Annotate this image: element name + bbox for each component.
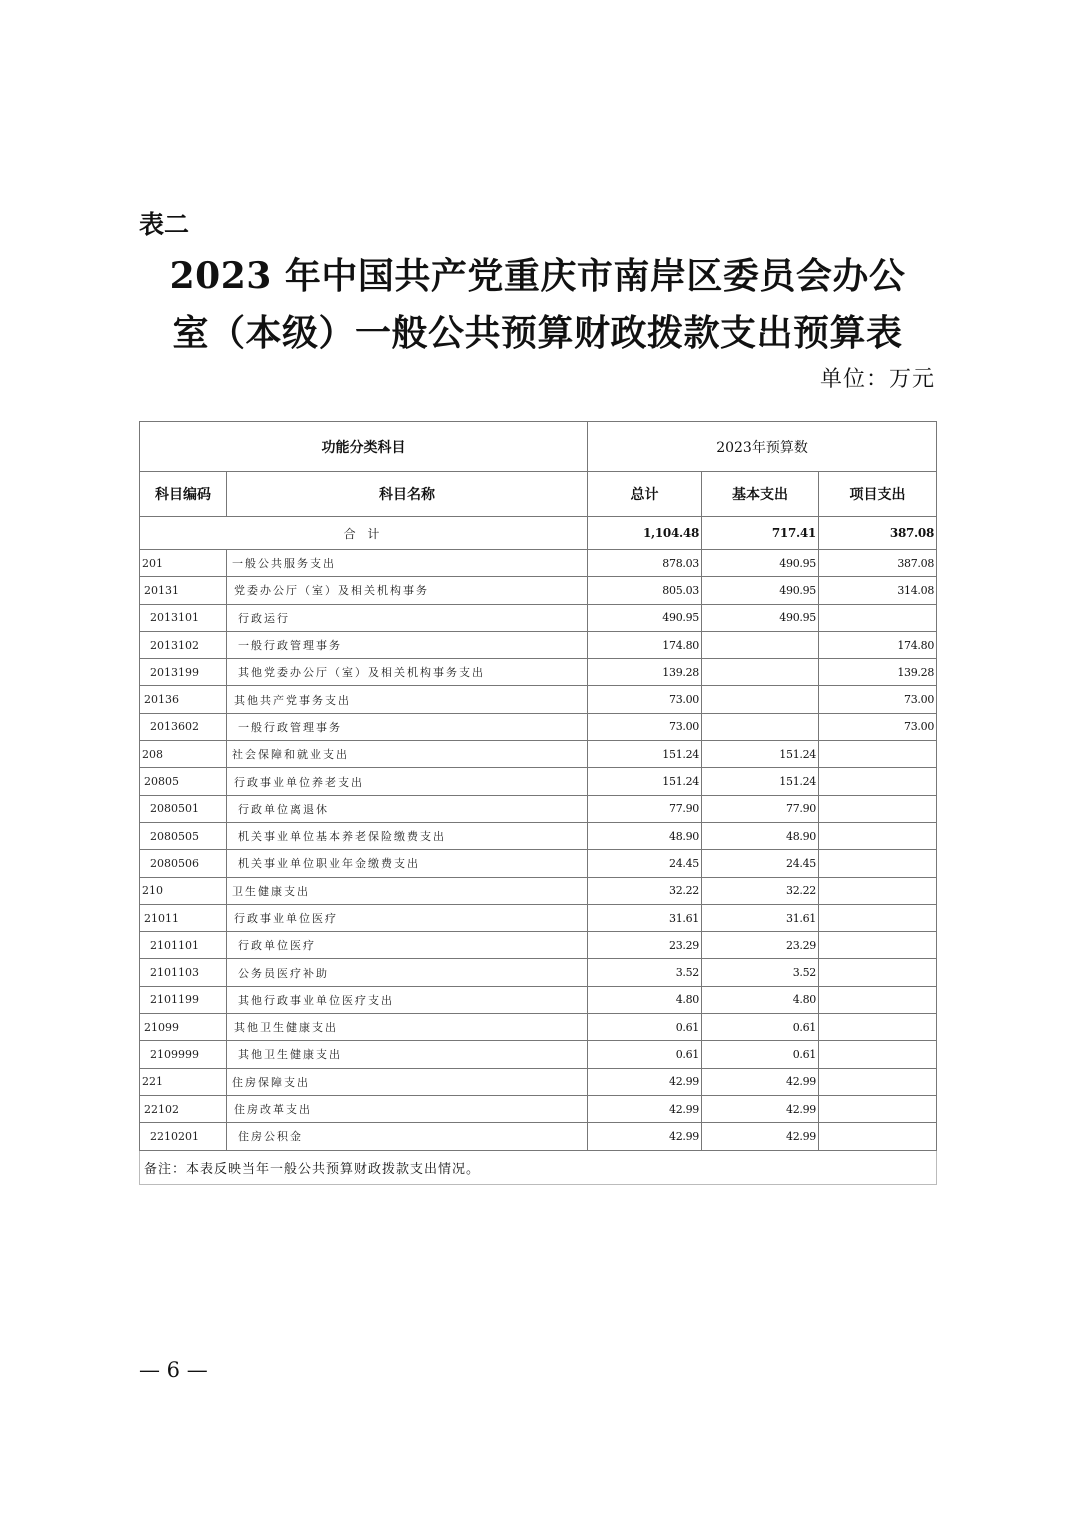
total-cell: 151.24 [588,741,702,768]
project-cell: 314.08 [819,577,937,604]
header-project: 项目支出 [819,472,937,517]
code-cell: 20805 [140,768,227,795]
name-cell: 其他党委办公厅（室）及相关机构事务支出 [227,659,588,686]
name-cell: 其他共产党事务支出 [227,686,588,713]
table-row [140,1068,937,1095]
name-cell: 公务员医疗补助 [227,959,588,986]
header-code: 科目编码 [140,472,227,517]
code-cell: 2013199 [140,659,227,686]
basic-cell: 151.24 [702,741,819,768]
basic-cell: 151.24 [702,768,819,795]
unit-label: 单位：万元 [819,367,935,392]
total-cell: 0.61 [588,1014,702,1041]
header-row-2 [140,472,937,517]
name-cell: 行政单位离退休 [227,795,588,822]
code-cell: 2080501 [140,795,227,822]
total-cell: 48.90 [588,822,702,849]
name-cell: 一般行政管理事务 [227,631,588,658]
total-cell: 42.99 [588,1095,702,1122]
table-row [140,1014,937,1041]
project-cell: 139.28 [819,659,937,686]
code-cell: 2101103 [140,959,227,986]
total-row [140,517,937,550]
name-cell: 一般行政管理事务 [227,713,588,740]
name-cell: 卫生健康支出 [227,877,588,904]
project-cell [819,604,937,631]
name-cell: 其他行政事业单位医疗支出 [227,986,588,1013]
code-cell: 2013602 [140,713,227,740]
table-row [140,577,937,604]
basic-cell [702,659,819,686]
total-cell: 805.03 [588,577,702,604]
basic-cell: 490.95 [702,604,819,631]
project-cell [819,959,937,986]
name-cell: 其他卫生健康支出 [227,1014,588,1041]
total-cell: 77.90 [588,795,702,822]
code-cell: 22102 [140,1095,227,1122]
title-line-2: 室（本级）一般公共预算财政拨款支出预算表 [172,312,903,354]
header-category: 功能分类科目 [140,422,588,472]
note-row [140,1150,937,1184]
basic-cell [702,631,819,658]
basic-cell [702,686,819,713]
code-cell: 2109999 [140,1041,227,1068]
project-cell [819,1123,937,1150]
project-cell [819,877,937,904]
project-cell [819,932,937,959]
total-label: 合 计 [140,517,588,550]
table-row [140,986,937,1013]
project-cell [819,822,937,849]
header-row-1 [140,422,937,472]
total-project: 387.08 [819,517,937,550]
code-cell: 2101199 [140,986,227,1013]
name-cell: 行政运行 [227,604,588,631]
name-cell: 住房保障支出 [227,1068,588,1095]
basic-cell: 490.95 [702,577,819,604]
project-cell [819,795,937,822]
project-cell [819,986,937,1013]
table-row [140,932,937,959]
total-cell: 878.03 [588,550,702,577]
table-row [140,713,937,740]
total-cell: 151.24 [588,768,702,795]
total-cell: 73.00 [588,713,702,740]
code-cell: 201 [140,550,227,577]
name-cell: 党委办公厅（室）及相关机构事务 [227,577,588,604]
project-cell [819,850,937,877]
table-row [140,741,937,768]
table-row [140,850,937,877]
total-basic: 717.41 [702,517,819,550]
basic-cell: 3.52 [702,959,819,986]
basic-cell: 42.99 [702,1123,819,1150]
name-cell: 社会保障和就业支出 [227,741,588,768]
table-row [140,659,937,686]
table-row [140,604,937,631]
total-cell: 3.52 [588,959,702,986]
header-budget-year: 2023年预算数 [588,422,937,472]
name-cell: 住房改革支出 [227,1095,588,1122]
total-cell: 23.29 [588,932,702,959]
code-cell: 2080506 [140,850,227,877]
page-number: — 6 — [139,1358,208,1382]
basic-cell: 23.29 [702,932,819,959]
total-cell: 42.99 [588,1123,702,1150]
basic-cell [702,713,819,740]
code-cell: 2013101 [140,604,227,631]
budget-table [139,421,937,1185]
project-cell [819,768,937,795]
name-cell: 行政单位医疗 [227,932,588,959]
document-title [139,248,936,362]
name-cell: 其他卫生健康支出 [227,1041,588,1068]
title-line-1: 2023 年中国共产党重庆市南岸区委员会办公 [169,255,906,297]
header-basic: 基本支出 [702,472,819,517]
table-row [140,1095,937,1122]
project-cell [819,1068,937,1095]
code-cell: 21099 [140,1014,227,1041]
project-cell: 73.00 [819,713,937,740]
project-cell [819,1095,937,1122]
table-row [140,877,937,904]
table-row [140,686,937,713]
total-value: 1,104.48 [588,517,702,550]
name-cell: 住房公积金 [227,1123,588,1150]
total-cell: 4.80 [588,986,702,1013]
basic-cell: 31.61 [702,904,819,931]
total-cell: 174.80 [588,631,702,658]
basic-cell: 24.45 [702,850,819,877]
table-row [140,1123,937,1150]
total-cell: 31.61 [588,904,702,931]
table-row [140,1041,937,1068]
code-cell: 20131 [140,577,227,604]
name-cell: 一般公共服务支出 [227,550,588,577]
project-cell [819,741,937,768]
table-row [140,904,937,931]
project-cell: 387.08 [819,550,937,577]
code-cell: 208 [140,741,227,768]
total-cell: 0.61 [588,1041,702,1068]
table-row [140,768,937,795]
code-cell: 21011 [140,904,227,931]
table-label: 表二 [139,210,190,239]
project-cell [819,1014,937,1041]
total-cell: 32.22 [588,877,702,904]
table-body [140,517,937,1185]
basic-cell: 32.22 [702,877,819,904]
basic-cell: 42.99 [702,1068,819,1095]
basic-cell: 42.99 [702,1095,819,1122]
basic-cell: 77.90 [702,795,819,822]
code-cell: 2080505 [140,822,227,849]
project-cell [819,904,937,931]
basic-cell: 0.61 [702,1041,819,1068]
total-cell: 490.95 [588,604,702,631]
project-cell: 73.00 [819,686,937,713]
project-cell [819,1041,937,1068]
table-row [140,631,937,658]
name-cell: 机关事业单位职业年金缴费支出 [227,850,588,877]
basic-cell: 4.80 [702,986,819,1013]
total-cell: 73.00 [588,686,702,713]
total-cell: 42.99 [588,1068,702,1095]
table-row [140,959,937,986]
total-cell: 24.45 [588,850,702,877]
header-total: 总计 [588,472,702,517]
code-cell: 210 [140,877,227,904]
basic-cell: 490.95 [702,550,819,577]
table-note: 备注：本表反映当年一般公共预算财政拨款支出情况。 [140,1150,937,1184]
code-cell: 2210201 [140,1123,227,1150]
project-cell: 174.80 [819,631,937,658]
header-name: 科目名称 [227,472,588,517]
basic-cell: 0.61 [702,1014,819,1041]
table-row [140,550,937,577]
total-cell: 139.28 [588,659,702,686]
table-row [140,795,937,822]
code-cell: 221 [140,1068,227,1095]
code-cell: 2013102 [140,631,227,658]
name-cell: 行政事业单位养老支出 [227,768,588,795]
code-cell: 20136 [140,686,227,713]
basic-cell: 48.90 [702,822,819,849]
name-cell: 行政事业单位医疗 [227,904,588,931]
table-row [140,822,937,849]
code-cell: 2101101 [140,932,227,959]
name-cell: 机关事业单位基本养老保险缴费支出 [227,822,588,849]
